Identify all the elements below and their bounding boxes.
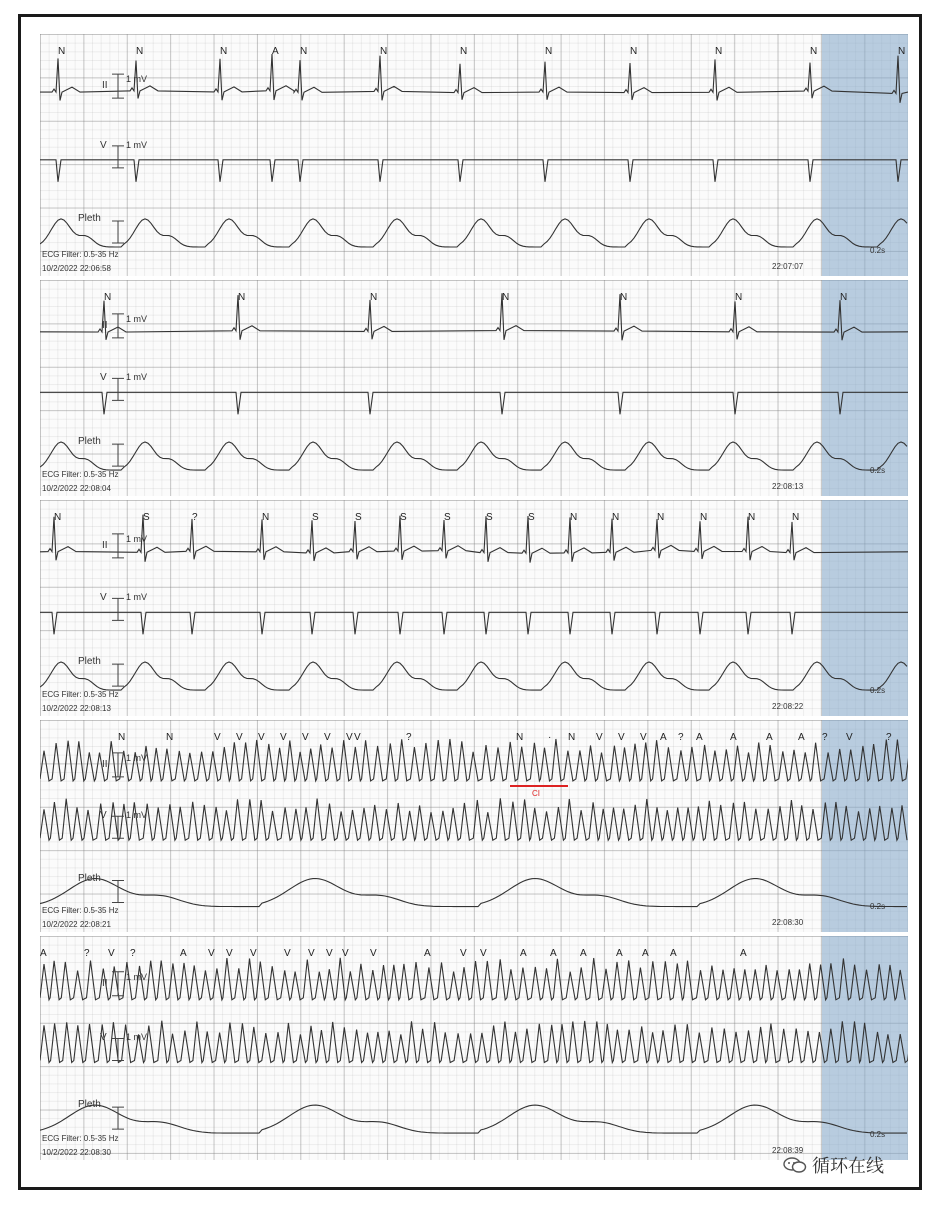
beat-label: A (520, 948, 527, 959)
beat-label: V (346, 732, 353, 743)
beat-label: V (480, 948, 487, 959)
beat-label: N (220, 46, 228, 57)
lead-ii-trace (40, 739, 908, 781)
beat-label: · (548, 732, 552, 743)
beat-label: N (136, 46, 144, 57)
pleth-label: Pleth (78, 1099, 101, 1111)
calibration-bar (112, 881, 124, 903)
speed-label: 0.2s (870, 246, 886, 255)
beat-label: N (570, 512, 578, 523)
beat-label: ? (406, 732, 412, 743)
ecg-strip-1 (40, 34, 908, 276)
calibration-bar (112, 74, 124, 98)
beat-label: N (620, 292, 628, 303)
pleth-trace (40, 442, 907, 470)
beat-label: N (715, 46, 723, 57)
beat-label: A (424, 948, 431, 959)
beat-label: A (550, 948, 557, 959)
lead-ii-trace (40, 958, 905, 1000)
coupling-interval-marker (510, 785, 568, 787)
beat-label: V (308, 948, 315, 959)
pleth-label: Pleth (78, 872, 101, 884)
beat-label: N (54, 512, 62, 523)
ecg-strip-3 (40, 500, 908, 716)
beat-label: N (300, 46, 308, 57)
lead-v-trace (40, 392, 908, 414)
beat-label: V (354, 732, 361, 743)
lead-ii-label: II (102, 80, 108, 92)
beat-label: A (660, 732, 667, 743)
lead-ii-label: II (102, 758, 108, 770)
end-timestamp: 22:08:22 (772, 702, 804, 711)
beat-label: A (730, 732, 737, 743)
calibration-bar (112, 1107, 124, 1129)
lead-ii-trace (40, 54, 908, 103)
beat-label: N (262, 512, 270, 523)
beat-label: N (792, 512, 800, 523)
beat-label: N (810, 46, 818, 57)
calibration-bar (112, 314, 124, 338)
beat-label: N (568, 732, 576, 743)
filter-label: ECG Filter: 0.5-35 Hz (42, 690, 119, 699)
start-timestamp: 10/2/2022 22:08:30 (42, 1148, 111, 1157)
watermark (782, 1152, 884, 1178)
beat-label: V (214, 732, 221, 743)
waveforms (40, 936, 908, 1160)
beat-label: S (143, 512, 150, 523)
beat-label: A (40, 948, 47, 959)
beat-label: V (640, 732, 647, 743)
beat-label: N (630, 46, 638, 57)
calibration-bar (112, 221, 124, 243)
beat-label: A (642, 948, 649, 959)
speed-label: 0.2s (870, 902, 886, 911)
lead-v-scale: 1 mV (126, 1032, 148, 1043)
lead-v-label: V (100, 372, 107, 384)
lead-v-scale: 1 mV (126, 810, 148, 821)
lead-ii-trace (40, 293, 908, 340)
beat-label: N (104, 292, 112, 303)
beat-label: N (748, 512, 756, 523)
beat-label: ? (886, 732, 892, 743)
beat-label: V (618, 732, 625, 743)
beat-label: V (258, 732, 265, 743)
lead-ii-scale: 1 mV (126, 971, 148, 982)
lead-ii-scale: 1 mV (126, 752, 148, 763)
beat-label: N (545, 46, 553, 57)
calibration-bar (112, 972, 124, 996)
pleth-trace (40, 219, 907, 247)
watermark-text: 循环在线 (812, 1156, 884, 1176)
waveforms (40, 280, 908, 496)
wechat-icon (782, 1156, 808, 1174)
beat-label: V (342, 948, 349, 959)
beat-label: N (370, 292, 378, 303)
beat-label: ? (822, 732, 828, 743)
beat-label: N (118, 732, 126, 743)
pleth-trace (40, 879, 907, 907)
speed-label: 0.2s (870, 1130, 886, 1139)
beat-label: V (236, 732, 243, 743)
pleth-label: Pleth (78, 656, 101, 668)
pleth-label: Pleth (78, 436, 101, 448)
beat-label: ? (678, 732, 684, 743)
beat-label: ? (84, 948, 90, 959)
beat-label: ? (130, 948, 136, 959)
calibration-bar (112, 146, 124, 168)
beat-label: V (370, 948, 377, 959)
end-timestamp: 22:08:13 (772, 482, 804, 491)
filter-label: ECG Filter: 0.5-35 Hz (42, 1134, 119, 1143)
lead-v-scale: 1 mV (126, 592, 148, 603)
ecg-strip-4 (40, 720, 908, 932)
beat-label: A (696, 732, 703, 743)
beat-label: V (226, 948, 233, 959)
waveforms (40, 34, 908, 276)
beat-label: S (400, 512, 407, 523)
beat-label: N (612, 512, 620, 523)
beat-label: N (502, 292, 510, 303)
lead-v-label: V (100, 1032, 107, 1044)
beat-label: N (898, 46, 906, 57)
start-timestamp: 10/2/2022 22:08:04 (42, 484, 111, 493)
end-timestamp: 22:08:39 (772, 1146, 804, 1155)
pleth-label: Pleth (78, 212, 101, 224)
lead-v-label: V (100, 592, 107, 604)
lead-ii-label: II (102, 539, 108, 551)
beat-label: S (355, 512, 362, 523)
waveforms (40, 500, 908, 716)
beat-label: V (208, 948, 215, 959)
beat-label: S (486, 512, 493, 523)
beat-label: N (58, 46, 66, 57)
filter-label: ECG Filter: 0.5-35 Hz (42, 906, 119, 915)
lead-v-label: V (100, 810, 107, 822)
ecg-strip-2 (40, 280, 908, 496)
speed-label: 0.2s (870, 686, 886, 695)
beat-label: V (284, 948, 291, 959)
beat-label: A (616, 948, 623, 959)
lead-ii-label: II (102, 319, 108, 331)
lead-ii-scale: 1 mV (126, 313, 148, 324)
waveforms (40, 720, 908, 932)
beat-label: N (460, 46, 468, 57)
lead-ii-label: II (102, 977, 108, 989)
beat-label: V (250, 948, 257, 959)
beat-label: A (272, 46, 279, 57)
beat-label: V (846, 732, 853, 743)
pleth-trace (40, 662, 907, 690)
beat-label: V (596, 732, 603, 743)
filter-label: ECG Filter: 0.5-35 Hz (42, 250, 119, 259)
ecg-strip-5 (40, 936, 908, 1160)
pleth-trace (40, 1105, 907, 1133)
start-timestamp: 10/2/2022 22:06:58 (42, 264, 111, 273)
beat-label: N (657, 512, 665, 523)
beat-label: N (166, 732, 174, 743)
beat-label: N (735, 292, 743, 303)
beat-label: A (740, 948, 747, 959)
beat-label: V (460, 948, 467, 959)
lead-v-trace (40, 160, 908, 182)
lead-v-trace (40, 1021, 908, 1063)
calibration-bar (112, 444, 124, 466)
filter-label: ECG Filter: 0.5-35 Hz (42, 470, 119, 479)
beat-label: A (670, 948, 677, 959)
beat-label: A (180, 948, 187, 959)
lead-v-trace (40, 612, 908, 634)
calibration-bar (112, 664, 124, 686)
end-timestamp: 22:08:30 (772, 918, 804, 927)
beat-label: V (108, 948, 115, 959)
start-timestamp: 10/2/2022 22:08:21 (42, 920, 111, 929)
lead-v-scale: 1 mV (126, 139, 148, 150)
beat-label: N (700, 512, 708, 523)
lead-ii-scale: 1 mV (126, 74, 148, 85)
calibration-bar (112, 598, 124, 620)
calibration-bar (112, 378, 124, 400)
end-timestamp: 22:07:07 (772, 262, 804, 271)
beat-label: ? (192, 512, 198, 523)
beat-label: N (840, 292, 848, 303)
beat-label: S (528, 512, 535, 523)
lead-v-trace (40, 798, 907, 840)
beat-label: N (238, 292, 246, 303)
beat-label: A (798, 732, 805, 743)
speed-label: 0.2s (870, 466, 886, 475)
lead-ii-trace (40, 515, 908, 563)
coupling-interval-label: CI (532, 788, 540, 798)
beat-label: A (766, 732, 773, 743)
beat-label: A (580, 948, 587, 959)
calibration-bar (112, 534, 124, 558)
lead-v-scale: 1 mV (126, 372, 148, 383)
beat-label: S (444, 512, 451, 523)
beat-label: S (312, 512, 319, 523)
start-timestamp: 10/2/2022 22:08:13 (42, 704, 111, 713)
beat-label: V (302, 732, 309, 743)
lead-v-label: V (100, 139, 107, 151)
beat-label: V (326, 948, 333, 959)
beat-label: V (324, 732, 331, 743)
beat-label: N (516, 732, 524, 743)
lead-ii-scale: 1 mV (126, 533, 148, 544)
beat-label: N (380, 46, 388, 57)
beat-label: V (280, 732, 287, 743)
